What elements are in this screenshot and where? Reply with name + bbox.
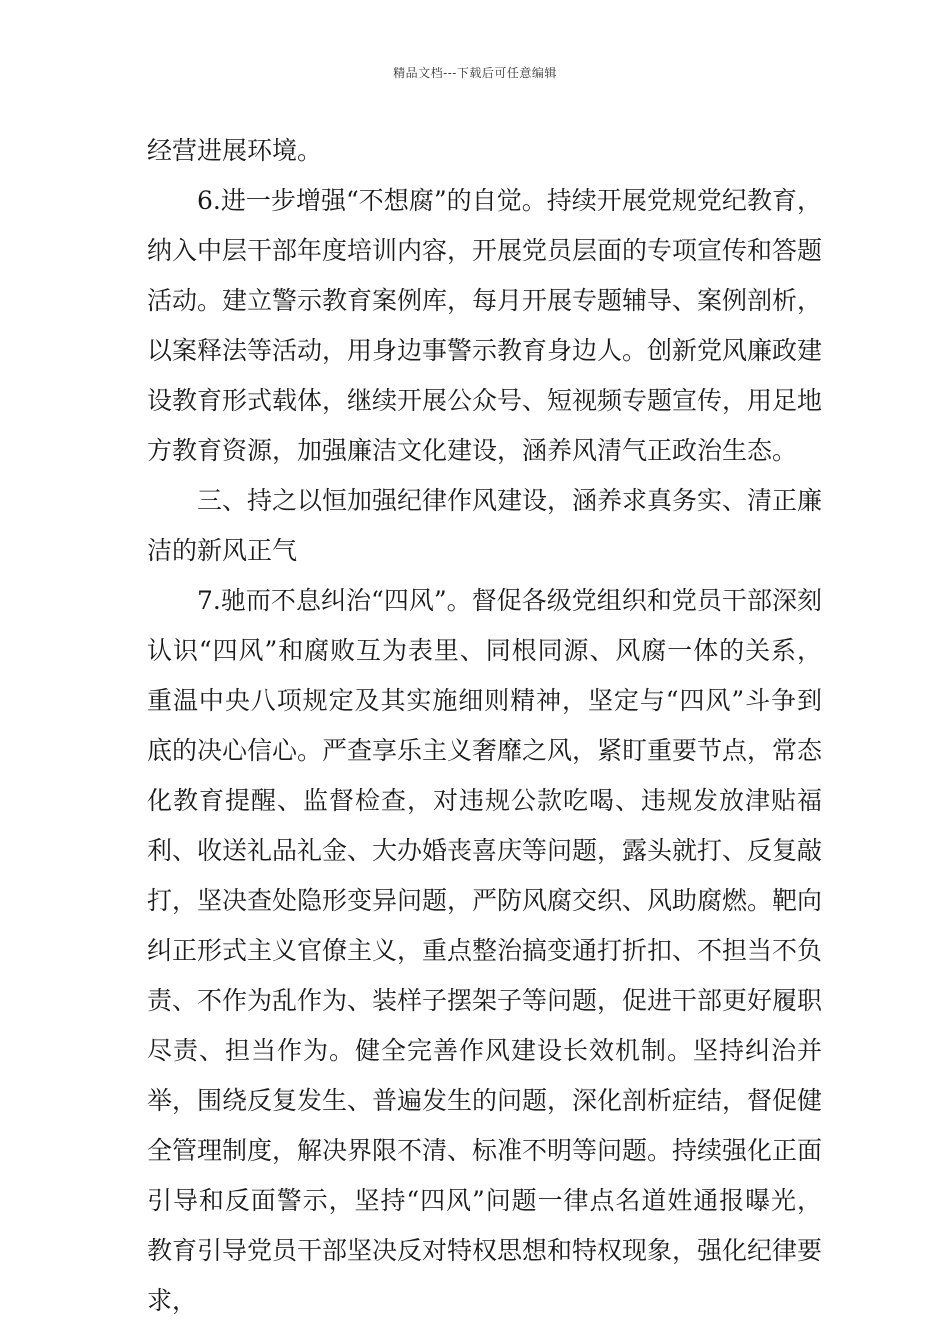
- paragraph-continuation: 经营进展环境。: [147, 136, 323, 165]
- section-heading-3: 三、持之以恒加强纪律作风建设，涵养求真务实、清正廉洁的新风正气: [147, 486, 823, 565]
- document-body: [147, 126, 822, 1326]
- page-header: 精品文档---下载后可任意编辑: [393, 66, 557, 80]
- paragraph-item-7: 7.驰而不息纠治“四风”。督促各级党组织和党员干部深刻认识“四风”和腐败互为表里、同根同源、风腐一体的关系，重温中央八项规定及其实施细则精神，坚定与“四风”斗争到底的决心信心。严查享乐主义奢靡之风，紧盯重要节点，常态化教育提醒、监督检查，对违规公款吃喝、违规发放津贴福利、收送礼品礼金、大办婚丧喜庆等问题，露头就打、反复敲打，坚决查处隐形变异问题，严防风腐交织、风助腐燃。靶向纠正形式主义官僚主义，重点整治搞变通打折扣、不担当不负责、不作为乱作为、装样子摆架子等问题，促进干部更好履职尽责、担当作为。健全完善作风建设长效机制。坚持纠治并举，围绕反复发生、普遍发生的问题，深化剖析症结，督促健全管理制度，解决界限不清、标准不明等问题。持续强化正面引导和反面警示，坚持“四风”问题一律点名道姓通报曝光，教育引导党员干部坚决反对特权思想和特权现象，强化纪律要求，: [147, 586, 823, 1315]
- paragraph-item-6: 6.进一步增强“不想腐”的自觉。持续开展党规党纪教育，纳入中层干部年度培训内容，开展党员层面的专项宣传和答题活动。建立警示教育案例库，每月开展专题辅导、案例剖析，以案释法等活动，用身边事警示教育身边人。创新党风廉政建设教育形式载体，继续开展公众号、短视频专题宣传，用足地方教育资源，加强廉洁文化建设，涵养风清气正政治生态。: [147, 186, 823, 465]
